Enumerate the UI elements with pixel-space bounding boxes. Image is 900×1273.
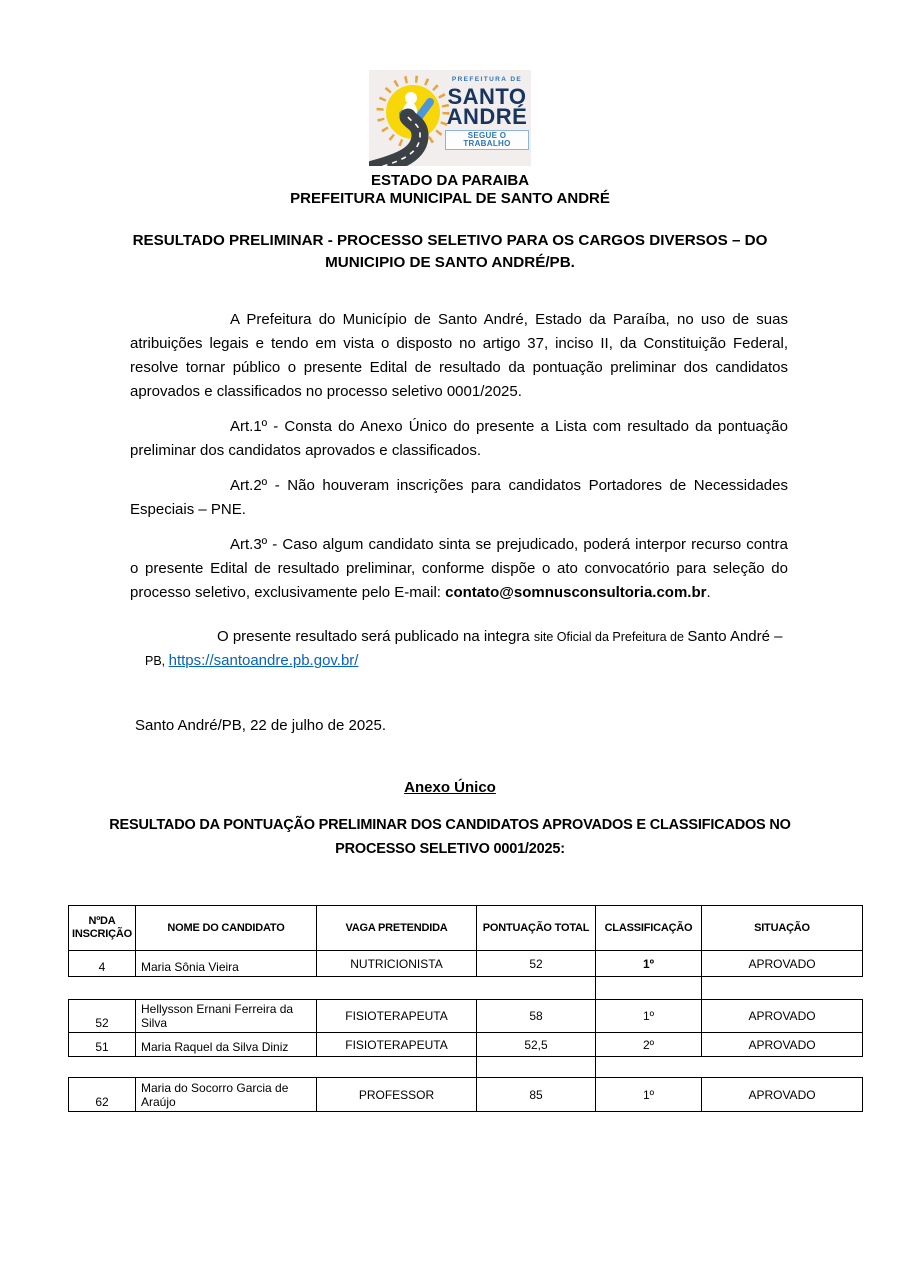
spacer-vertical-line [476, 1057, 477, 1077]
header-inscricao: NºDA INSCRIÇÃO [69, 906, 136, 951]
article-2: Art.2º - Não houveram inscrições para candidatos Portadores de Necessidades Especiais – PNE. [130, 477, 788, 518]
cell-pontuacao: 52,5 [477, 1033, 596, 1057]
cell-inscricao: 51 [69, 1033, 136, 1057]
table-header-row [69, 906, 863, 951]
cell-vaga: FISIOTERAPEUTA [317, 1033, 477, 1057]
cell-situacao: APROVADO [702, 1033, 863, 1057]
cell-nome: Maria do Socorro Garcia de Araújo [136, 1078, 317, 1112]
cell-inscricao: 4 [69, 951, 136, 977]
anexo-subtitle: RESULTADO DA PONTUAÇÃO PRELIMINAR DOS CANDIDATOS APROVADOS E CLASSIFICADOS NO PROCESSO SELETIVO 0001/2025: [109, 817, 791, 857]
cell-situacao: APROVADO [702, 951, 863, 977]
cell-classificacao: 1º [596, 1078, 702, 1112]
table-row [69, 1078, 863, 1112]
anexo-heading: Anexo Único [404, 779, 496, 796]
cell-classificacao: 1º [596, 1000, 702, 1033]
logo-prefeitura-de: PREFEITURA DE [451, 76, 523, 83]
cell-situacao: APROVADO [702, 1000, 863, 1033]
results-table-group-1 [68, 905, 863, 977]
cell-situacao: APROVADO [702, 1078, 863, 1112]
spacer-vertical-line [595, 1057, 596, 1077]
publication-text-1: O presente resultado será publicado na integra [217, 628, 534, 645]
table-spacer-2 [68, 1057, 862, 1077]
header-situacao: SITUAÇÃO [702, 906, 863, 951]
city-logo [369, 70, 531, 166]
cell-pontuacao: 52 [477, 951, 596, 977]
cell-vaga: NUTRICIONISTA [317, 951, 477, 977]
results-table-group-3 [68, 1077, 863, 1112]
org-state-line: ESTADO DA PARAIBA [370, 172, 530, 189]
document-body [130, 308, 788, 735]
header-vaga: VAGA PRETENDIDA [317, 906, 477, 951]
cell-classificacao: 2º [596, 1033, 702, 1057]
table-spacer-1 [68, 977, 862, 999]
spacer-vertical-line [595, 977, 596, 999]
cell-pontuacao: 58 [477, 1000, 596, 1033]
publication-small-1: site Oficial da Prefeitura de [533, 630, 688, 644]
cell-nome: Maria Sônia Vieira [136, 951, 317, 977]
article-3 [130, 533, 788, 605]
org-city-line: PREFEITURA MUNICIPAL DE SANTO ANDRÉ [290, 190, 610, 207]
org-header [0, 172, 900, 208]
cell-classificacao: 1º [596, 951, 702, 977]
logo-andre: ANDRÉ [446, 103, 528, 129]
document-title: RESULTADO PRELIMINAR - PROCESSO SELETIVO PARA OS CARGOS DIVERSOS – DO MUNICIPIO DE SANTO ANDRÉ/PB. [132, 232, 768, 271]
logo-container [0, 0, 900, 166]
logo-text [445, 77, 529, 150]
table-row [69, 1000, 863, 1033]
logo-tagline: SEGUE O TRABALHO [445, 130, 529, 150]
cell-inscricao: 52 [69, 1000, 136, 1033]
cell-nome: Maria Raquel da Silva Diniz [136, 1033, 317, 1057]
cell-vaga: FISIOTERAPEUTA [317, 1000, 477, 1033]
contact-email: contato@somnusconsultoria.com.br [445, 584, 707, 601]
header-nome: NOME DO CANDIDATO [136, 906, 317, 951]
publication-text-2: Santo André – [687, 628, 783, 645]
logo-santo: SANTO [447, 83, 527, 109]
publication-paragraph [145, 625, 788, 673]
cell-nome: Hellysson Ernani Ferreira da Silva [136, 1000, 317, 1033]
cell-pontuacao: 85 [477, 1078, 596, 1112]
table-row [69, 1033, 863, 1057]
header-classificacao: CLASSIFICAÇÃO [596, 906, 702, 951]
results-table-group-2 [68, 999, 863, 1057]
spacer-vertical-line [701, 977, 702, 999]
article-1: Art.1º - Consta do Anexo Único do presente a Lista com resultado da pontuação preliminar dos candidatos aprovados e classificados. [130, 418, 788, 459]
results-table-area [68, 905, 862, 1112]
table-row [69, 951, 863, 977]
article-3-period: . [706, 584, 711, 601]
article-3-text: Art.3º - Caso algum candidato sinta se prejudicado, poderá interpor recurso contra o presente Edital de resultado preliminar, conforme dispõe o ato convocatório para seleção do processo seletivo, exclusivamente pelo E-mail: [130, 536, 788, 601]
publication-small-2: PB, [145, 654, 169, 668]
header-pontuacao: PONTUAÇÃO TOTAL [477, 906, 596, 951]
official-site-link[interactable]: https://santoandre.pb.gov.br/ [168, 652, 359, 669]
opening-paragraph: A Prefeitura do Município de Santo André, Estado da Paraíba, no uso de suas atribuições legais e tendo em vista o disposto no artigo 37, inciso II, da Constituição Federal, resolve tornar público o presente Edital de resultado da pontuação preliminar dos candidatos aprovados e classificados no processo seletivo 0001/2025. [130, 311, 788, 400]
cell-vaga: PROFESSOR [317, 1078, 477, 1112]
date-line: Santo André/PB, 22 de julho de 2025. [135, 717, 387, 734]
cell-inscricao: 62 [69, 1078, 136, 1112]
